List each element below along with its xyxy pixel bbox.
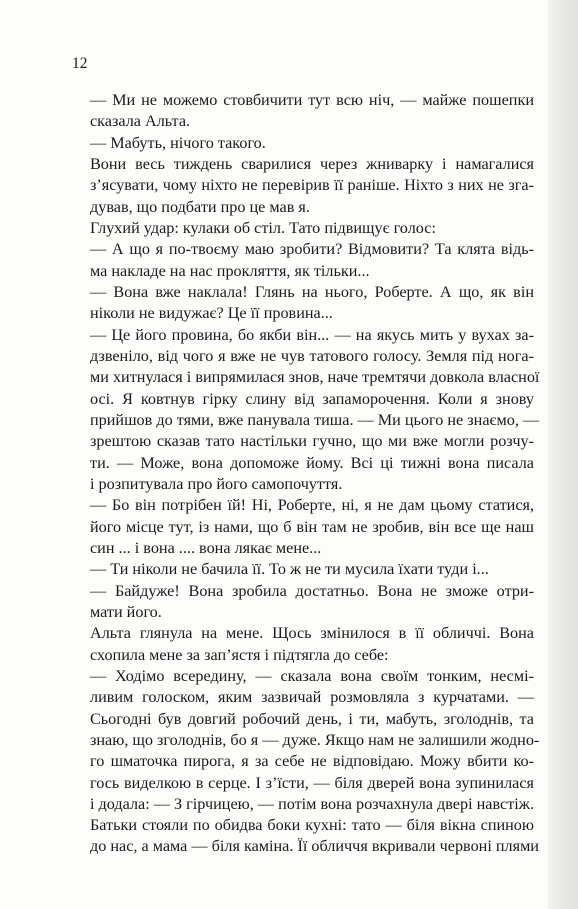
text-line: зрештою сказав тато настільки гучно, що ми вже могли розчу- [90,432,534,451]
text-line: го шматочка пирога, я за себе не відповідаю. Можу вбити ко- [90,752,534,771]
text-line: гось виделкою в серце. І з’їсти, — біля дверей вона зупинилася [90,773,534,792]
text-line: прийшов до тями, вже панувала тиша. — Ми цього не знаємо, — [90,410,540,429]
text-line: і додала: — З гірчицею, — потім вона розчахнула двері навстіж. [90,794,535,813]
text-line: Вони весь тиждень сварилися через жниварку і намагалися [90,154,534,173]
text-line: до нас, а мама — біля каміна. Її обличчя вкривали червоні плями [90,837,539,856]
text-line: мати його. [90,602,162,621]
text-line: син ... і вона .... вона лякає мене... [90,538,322,557]
text-line: дзвеніло, від чого я вже не чув татового голосу. Земля під нога- [90,346,534,365]
text-line: схопила мене за зап’ястя і підтягла до себе: [90,645,389,664]
text-line: його місце тут, із нами, що б він там не зробив, він все ще наш [90,517,534,536]
text-line: — Ходімо всередину, — сказала вона своїм тонким, несмі- [90,666,534,685]
text-line: Батьки стояли по обидва боки кухні: тато — біля вікна спиною [90,816,534,835]
text-line: ти. — Може, вона допоможе йому. Всі ці тижні вона писала [90,453,534,472]
text-line: ливим голоском, яким зазвичай розмовляла з курчатами. — [90,688,534,707]
text-line: осі. Я ковтнув гірку слину від запаморочення. Коли я знову [90,389,534,408]
text-line: — Вона вже наклала! Глянь на нього, Роберте. А що, як він [90,282,534,301]
text-line: дував, що подбати про це мав я. [90,197,310,216]
text-line: знаю, що зголоднів, бо я — дуже. Якщо нам не залишили жодно- [90,730,540,749]
page-number: 12 [72,55,88,72]
text-line: Альта глянула на мене. Щось змінилося в її обличчі. Вона [90,624,534,643]
text-line: — Ти ніколи не бачила її. То ж не ти мусила їхати туди і... [90,560,489,579]
text-line: — А що я по-твоєму маю зробити? Відмовити? Та клята відь- [90,240,534,259]
page-gutter-shadow [548,0,578,909]
text-line: — Мабуть, нічого такого. [90,133,266,152]
body-text [90,90,540,858]
text-line: — Ми не можемо стовбичити тут всю ніч, — майже пошепки [90,91,534,109]
text-line: сказала Альта. [90,112,191,131]
text-line: з’ясувати, чому ніхто не перевірив її раніше. Ніхто з них не зга- [90,176,534,195]
text-line: ніколи не видужає? Це її провина... [90,304,333,323]
text-line: — Байдуже! Вона зробила достатньо. Вона не зможе отри- [90,581,534,600]
text-line: — Бо він потрібен їй! Ні, Роберте, ні, я не дам цьому статися, [90,496,534,515]
text-line: Глухий удар: кулаки об стіл. Тато підвищує голос: [90,218,436,237]
text-line: і розпитувала про його самопочуття. [90,474,343,493]
text-line: ма накладе на нас прокляття, як тільки... [90,261,370,280]
text-line: Сьогодні був довгий робочий день, і ти, мабуть, зголоднів, та [90,709,534,728]
text-line: ми хитнулася і випрямилася знов, наче тремтячи довкола власної [90,368,540,387]
text-line: — Це його провина, бо якби він... — на якусь мить у вухах за- [90,325,534,344]
